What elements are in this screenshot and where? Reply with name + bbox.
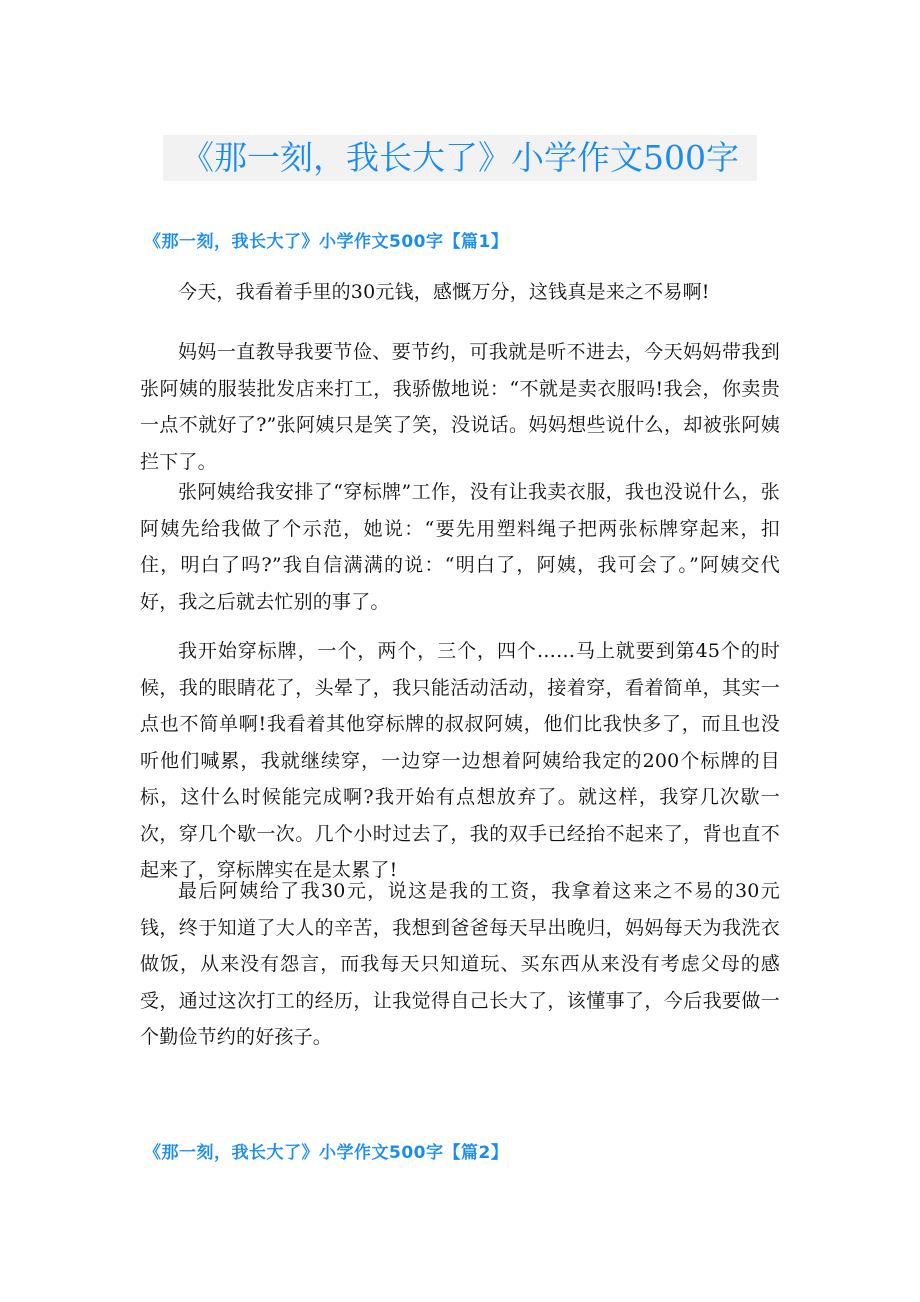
paragraph-1: 今天，我看着手里的30元钱，感慨万分，这钱真是来之不易啊! (178, 281, 710, 303)
paragraph-2: 妈妈一直教导我要节俭、要节约，可我就是听不进去，今天妈妈带我到张阿姨的服装批发店来打工，我骄傲地说：“不就是卖衣服吗!我会，你卖贵一点不就好了?”张阿姨只是笑了笑，没说话。妈妈想些说什么，却被张阿姨拦下了。 (140, 341, 780, 473)
paragraph-3: 张阿姨给我安排了“穿标牌”工作，没有让我卖衣服，我也没说什么，张阿姨先给我做了个示范，她说：“要先用塑料绳子把两张标牌穿起来，扣住，明白了吗?”我自信满满的说：“明白了，阿姨，我可会了。”阿姨交代好，我之后就去忙别的事了。 (140, 481, 780, 613)
title-banner (163, 135, 757, 181)
section-heading-2: 《那一刻，我长大了》小学作文500字【篇2】 (144, 1143, 509, 1163)
section-heading-1: 《那一刻，我长大了》小学作文500字【篇1】 (144, 232, 509, 252)
page-title: 《那一刻，我长大了》小学作文500字 (181, 138, 739, 177)
paragraph-5: 最后阿姨给了我30元，说这是我的工资，我拿着这来之不易的30元钱，终于知道了大人的辛苦，我想到爸爸每天早出晚归，妈妈每天为我洗衣做饭，从来没有怨言，而我每天只知道玩、买东西从来没有考虑父母的感受，通过这次打工的经历，让我觉得自己长大了，该懂事了，今后我要做一个勤俭节约的好孩子。 (140, 880, 780, 1048)
paragraph-4: 我开始穿标牌，一个，两个，三个，四个……马上就要到第45个的时候，我的眼睛花了，头晕了，我只能活动活动，接着穿，看着简单，其实一点也不简单啊!我看着其他穿标牌的叔叔阿姨，他们比我快多了，而且也没听他们喊累，我就继续穿，一边穿一边想着阿姨给我定的200个标牌的目标，这什么时候能完成啊?我开始有点想放弃了。就这样，我穿几次歇一次，穿几个歇一次。几个小时过去了，我的双手已经抬不起来了，背也直不起来了，穿标牌实在是太累了! (140, 640, 780, 881)
